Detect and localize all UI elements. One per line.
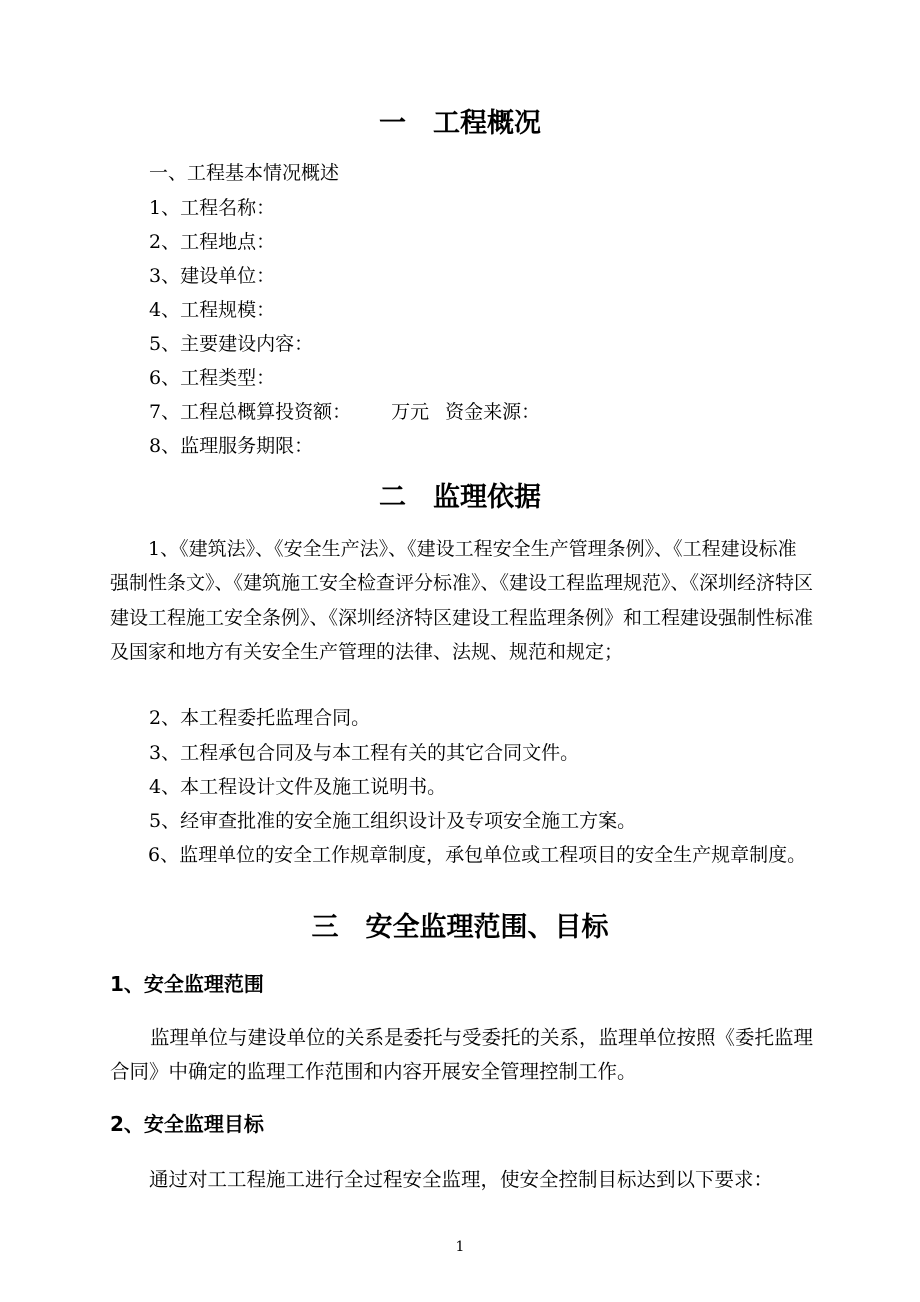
- goal-heading: 2、安全监理目标: [110, 1112, 264, 1136]
- project-type-item: 6、工程类型：: [149, 367, 276, 389]
- investment-unit: 万元: [391, 401, 430, 423]
- goal-text: 通过对工工程施工进行全过程安全监理，使安全控制目标达到以下要求：: [149, 1168, 774, 1191]
- project-scale-item: 4、工程规模：: [149, 299, 276, 321]
- service-period-item: 8、监理服务期限：: [149, 435, 314, 457]
- basis-item-2: 2、本工程委托监理合同。: [149, 707, 371, 729]
- basis-item-4: 4、本工程设计文件及施工说明书。: [149, 776, 447, 798]
- basis-item-3: 3、工程承包合同及与本工程有关的其它合同文件。: [149, 742, 580, 764]
- basis-item-6: 6、监理单位的安全工作规章制度，承包单位或工程项目的安全生产规章制度。: [148, 844, 807, 866]
- section-1-title: 一 工程概况: [379, 108, 541, 139]
- main-content-item: 5、主要建设内容：: [149, 333, 314, 355]
- page-number: 1: [455, 1239, 465, 1255]
- section-3-title: 三 安全监理范围、目标: [311, 912, 609, 943]
- section-1-subtitle: 一、工程基本情况概述: [149, 162, 340, 184]
- basis-item-1: 1、《建筑法》、《安全生产法》、《建设工程安全生产管理条例》、《工程建设标准强制性条文》、《建筑施工安全检查评分标准》、《建设工程监理规范》、《深圳经济特区建设工程施工安全条例》、《深圳经济特区建设工程监理条例》和工程建设强制性标准及国家和地方有关安全生产管理的法律、法规、规范和规定；: [110, 538, 814, 664]
- project-name-item: 1、工程名称：: [149, 197, 276, 219]
- scope-heading: 1、安全监理范围: [110, 972, 264, 996]
- section-2-title: 二 监理依据: [379, 482, 541, 513]
- project-location-item: 2、工程地点：: [149, 231, 276, 253]
- investment-label: 7、工程总概算投资额：: [149, 401, 352, 423]
- scope-text: 监理单位与建设单位的关系是委托与受委托的关系，监理单位按照《委托监理合同》中确定的监理工作范围和内容开展安全管理控制工作。: [110, 1026, 814, 1083]
- investment-item: [149, 399, 540, 425]
- funding-source-label: 资金来源：: [445, 401, 541, 423]
- basis-item-5: 5、经审查批准的安全施工组织设计及专项安全施工方案。: [149, 810, 637, 832]
- construction-unit-item: 3、建设单位：: [149, 265, 276, 287]
